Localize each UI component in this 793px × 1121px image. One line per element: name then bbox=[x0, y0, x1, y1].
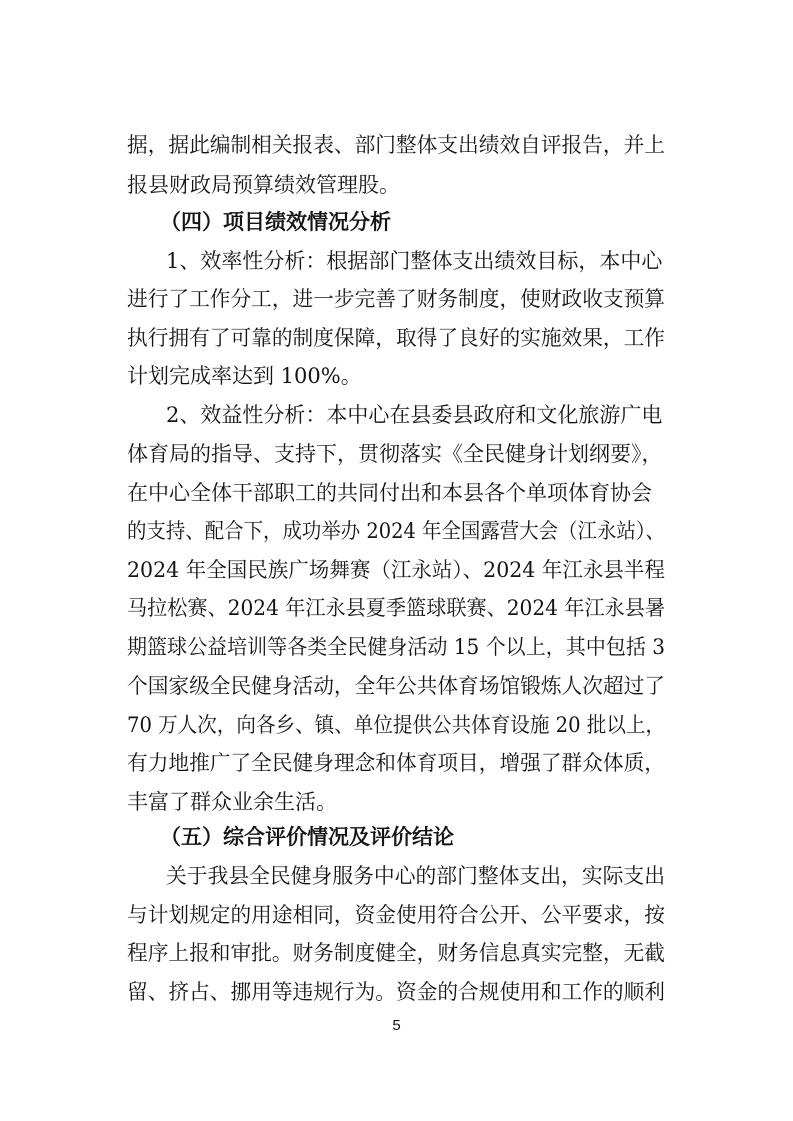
text-line bbox=[0, 242, 793, 280]
text-line bbox=[0, 589, 793, 627]
text-line bbox=[0, 783, 793, 821]
paragraph-text: 在中心全体干部职工的共同付出和本县各个单项体育协会 bbox=[127, 481, 652, 505]
paragraph-text: 期篮球公益培训等各类全民健身活动 15 个以上，其中包括 3 bbox=[127, 635, 665, 659]
paragraph-text: 个国家级全民健身活动，全年公共体育场馆锻炼人次超过了 bbox=[127, 674, 665, 698]
text-line bbox=[0, 396, 793, 434]
paragraph-text: 的支持、配合下，成功举办 2024 年全国露营大会（江永站）、 bbox=[127, 519, 665, 543]
text-line bbox=[0, 280, 793, 318]
text-line bbox=[0, 896, 793, 934]
text-line bbox=[0, 474, 793, 512]
paragraph-text: 马拉松赛、2024 年江永县夏季篮球联赛、2024 年江永县暑 bbox=[127, 596, 666, 620]
paragraph-text: 执行拥有了可靠的制度保障，取得了良好的实施效果，工作 bbox=[127, 326, 665, 350]
text-line bbox=[0, 706, 793, 744]
text-line bbox=[0, 744, 793, 782]
paragraph-text: 体育局的指导、支持下，贯彻落实《全民健身计划纲要》， bbox=[127, 442, 663, 466]
paragraph-text: 报县财政局预算绩效管理股。 bbox=[127, 173, 400, 197]
paragraph-text: 程序上报和审批。财务制度健全，财务信息真实完整，无截 bbox=[127, 941, 665, 965]
paragraph-text: 据，据此编制相关报表、部门整体支出绩效自评报告，并上 bbox=[127, 133, 665, 157]
paragraph-text: 70 万人次，向各乡、镇、单位提供公共体育设施 20 批以上， bbox=[127, 713, 666, 737]
paragraph-text: 留、挤占、挪用等违规行为。资金的合规使用和工作的顺利 bbox=[127, 980, 665, 1004]
section-heading-text: （五）综合评价情况及评价结论 bbox=[160, 824, 454, 849]
text-line bbox=[0, 628, 793, 666]
text-line bbox=[0, 667, 793, 705]
page-number: 5 bbox=[392, 1017, 401, 1034]
section-heading-text: （四）项目绩效情况分析 bbox=[160, 209, 391, 234]
paragraph-text: 丰富了群众业余生活。 bbox=[127, 790, 337, 814]
paragraph-text: 2024 年全国民族广场舞赛（江永站）、2024 年江永县半程 bbox=[127, 558, 665, 582]
text-line bbox=[0, 973, 793, 1011]
text-line bbox=[0, 857, 793, 895]
paragraph-text: 有力地推广了全民健身理念和体育项目，增强了群众体质， bbox=[127, 751, 665, 775]
text-line bbox=[0, 319, 793, 357]
section-heading bbox=[0, 818, 793, 856]
paragraph-text: 2、效益性分析：本中心在县委县政府和文化旅游广电 bbox=[166, 403, 663, 427]
paragraph-text: 与计划规定的用途相同，资金使用符合公开、公平要求，按 bbox=[127, 903, 665, 927]
text-line bbox=[0, 512, 793, 550]
text-line bbox=[0, 934, 793, 972]
text-line bbox=[0, 357, 793, 395]
text-line bbox=[0, 126, 793, 164]
paragraph-text: 1、效率性分析：根据部门整体支出绩效目标，本中心 bbox=[166, 249, 663, 273]
text-line bbox=[0, 166, 793, 204]
paragraph-text: 关于我县全民健身服务中心的部门整体支出，实际支出 bbox=[166, 864, 666, 888]
paragraph-text: 进行了工作分工，进一步完善了财务制度，使财政收支预算 bbox=[127, 287, 665, 311]
text-line bbox=[0, 435, 793, 473]
section-heading bbox=[0, 203, 793, 241]
paragraph-text: 计划完成率达到 100%。 bbox=[127, 364, 362, 388]
text-line bbox=[0, 551, 793, 589]
